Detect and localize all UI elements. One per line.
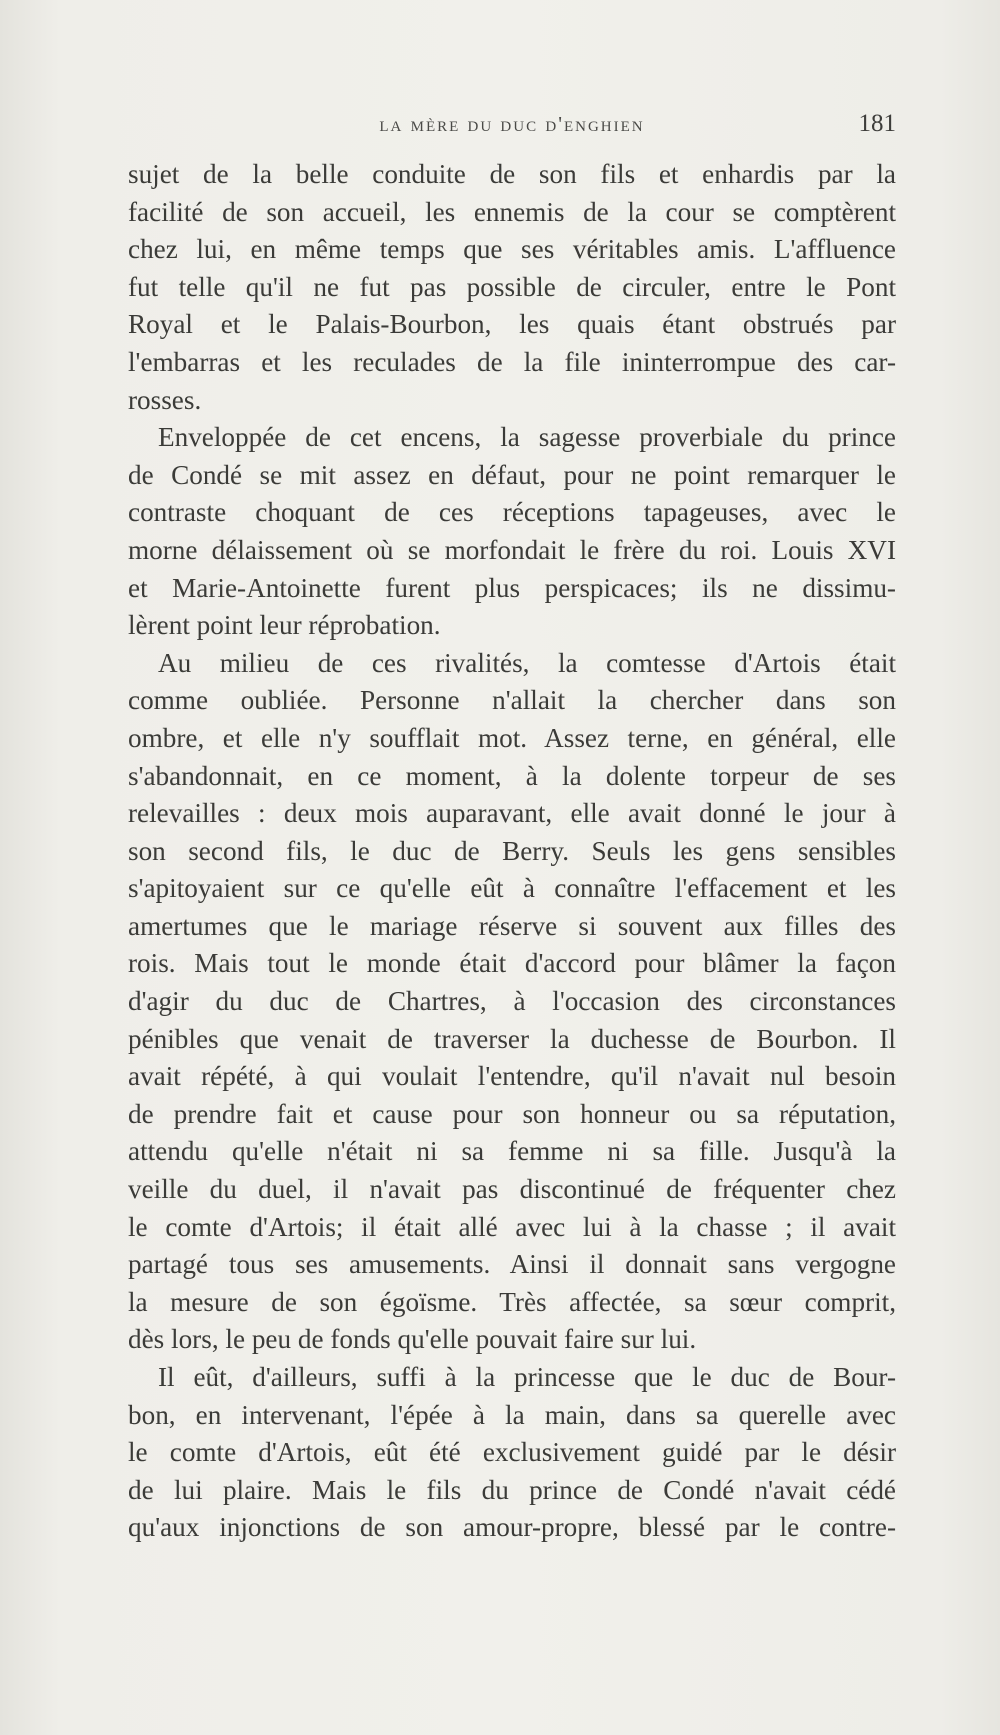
text-line: morne délaissement où se morfondait le frère du roi. Louis XVI (128, 534, 896, 565)
text-line: lèrent point leur réprobation. (128, 610, 441, 641)
text-line: l'embarras et les reculades de la file ininterrompue des car- (128, 346, 896, 377)
text-line: sujet de la belle conduite de son fils et enhardis par la (128, 159, 896, 189)
text-line: le comte d'Artois, eût été exclusivement guidé par le désir (128, 1437, 896, 1468)
text-line: s'abandonnait, en ce moment, à la dolente torpeur de ses (128, 760, 896, 791)
running-title: la mère du duc d'enghien (379, 112, 645, 136)
text-line: contraste choquant de ces réceptions tapageuses, avec le (128, 497, 896, 528)
body-text (128, 156, 896, 1547)
text-line: de Condé se mit assez en défaut, pour ne point remarquer le (128, 459, 896, 490)
text-line: de prendre fait et cause pour son honneur ou sa réputation, (128, 1098, 896, 1129)
text-line: bon, en intervenant, l'épée à la main, dans sa querelle avec (128, 1399, 896, 1430)
text-line: rosses. (128, 384, 202, 415)
text-line: d'agir du duc de Chartres, à l'occasion des circonstances (128, 986, 896, 1017)
text-line: relevailles : deux mois auparavant, elle avait donné le jour à (128, 798, 896, 829)
text-line: veille du duel, il n'avait pas discontinué de fréquenter chez (128, 1174, 896, 1205)
text-line: Enveloppée de cet encens, la sagesse proverbiale du prince (158, 422, 896, 453)
text-line: amertumes que le mariage réserve si souvent aux filles des (128, 910, 896, 941)
text-line: facilité de son accueil, les ennemis de la cour se comptèrent (128, 196, 896, 227)
text-line: ombre, et elle n'y soufflait mot. Assez terne, en général, elle (128, 722, 896, 753)
text-line: fut telle qu'il ne fut pas possible de circuler, entre le Pont (128, 271, 896, 302)
text-line: de lui plaire. Mais le fils du prince de Condé n'avait cédé (128, 1474, 896, 1505)
text-line: Royal et le Palais-Bourbon, les quais étant obstrués par (128, 309, 896, 340)
text-line: avait répété, à qui voulait l'entendre, qu'il n'avait nul besoin (128, 1061, 896, 1092)
page-number: 181 (858, 110, 896, 137)
text-line: rois. Mais tout le monde était d'accord pour blâmer la façon (128, 948, 896, 979)
text-line: comme oubliée. Personne n'allait la chercher dans son (128, 685, 896, 716)
text-line: son second fils, le duc de Berry. Seuls les gens sensibles (128, 835, 896, 866)
text-line: attendu qu'elle n'était ni sa femme ni sa fille. Jusqu'à la (128, 1136, 896, 1167)
text-line: qu'aux injonctions de son amour-propre, blessé par le contre- (128, 1512, 896, 1543)
text-line: dès lors, le peu de fonds qu'elle pouvait faire sur lui. (128, 1324, 697, 1355)
text-line: et Marie-Antoinette furent plus perspicaces; ils ne dissimu- (128, 572, 896, 603)
text-line: la mesure de son égoïsme. Très affectée, sa sœur comprit, (128, 1286, 896, 1317)
text-line: partagé tous ses amusements. Ainsi il donnait sans vergogne (128, 1249, 896, 1280)
text-line: pénibles que venait de traverser la duchesse de Bourbon. Il (128, 1023, 896, 1054)
text-line: le comte d'Artois; il était allé avec lui à la chasse ; il avait (128, 1211, 896, 1242)
text-line: Il eût, d'ailleurs, suffi à la princesse que le duc de Bour- (158, 1362, 896, 1392)
text-line: chez lui, en même temps que ses véritables amis. L'affluence (128, 234, 896, 265)
text-line: Au milieu de ces rivalités, la comtesse d'Artois était (158, 647, 896, 678)
running-head (128, 112, 896, 144)
text-line: s'apitoyaient sur ce qu'elle eût à connaître l'effacement et les (128, 873, 896, 904)
